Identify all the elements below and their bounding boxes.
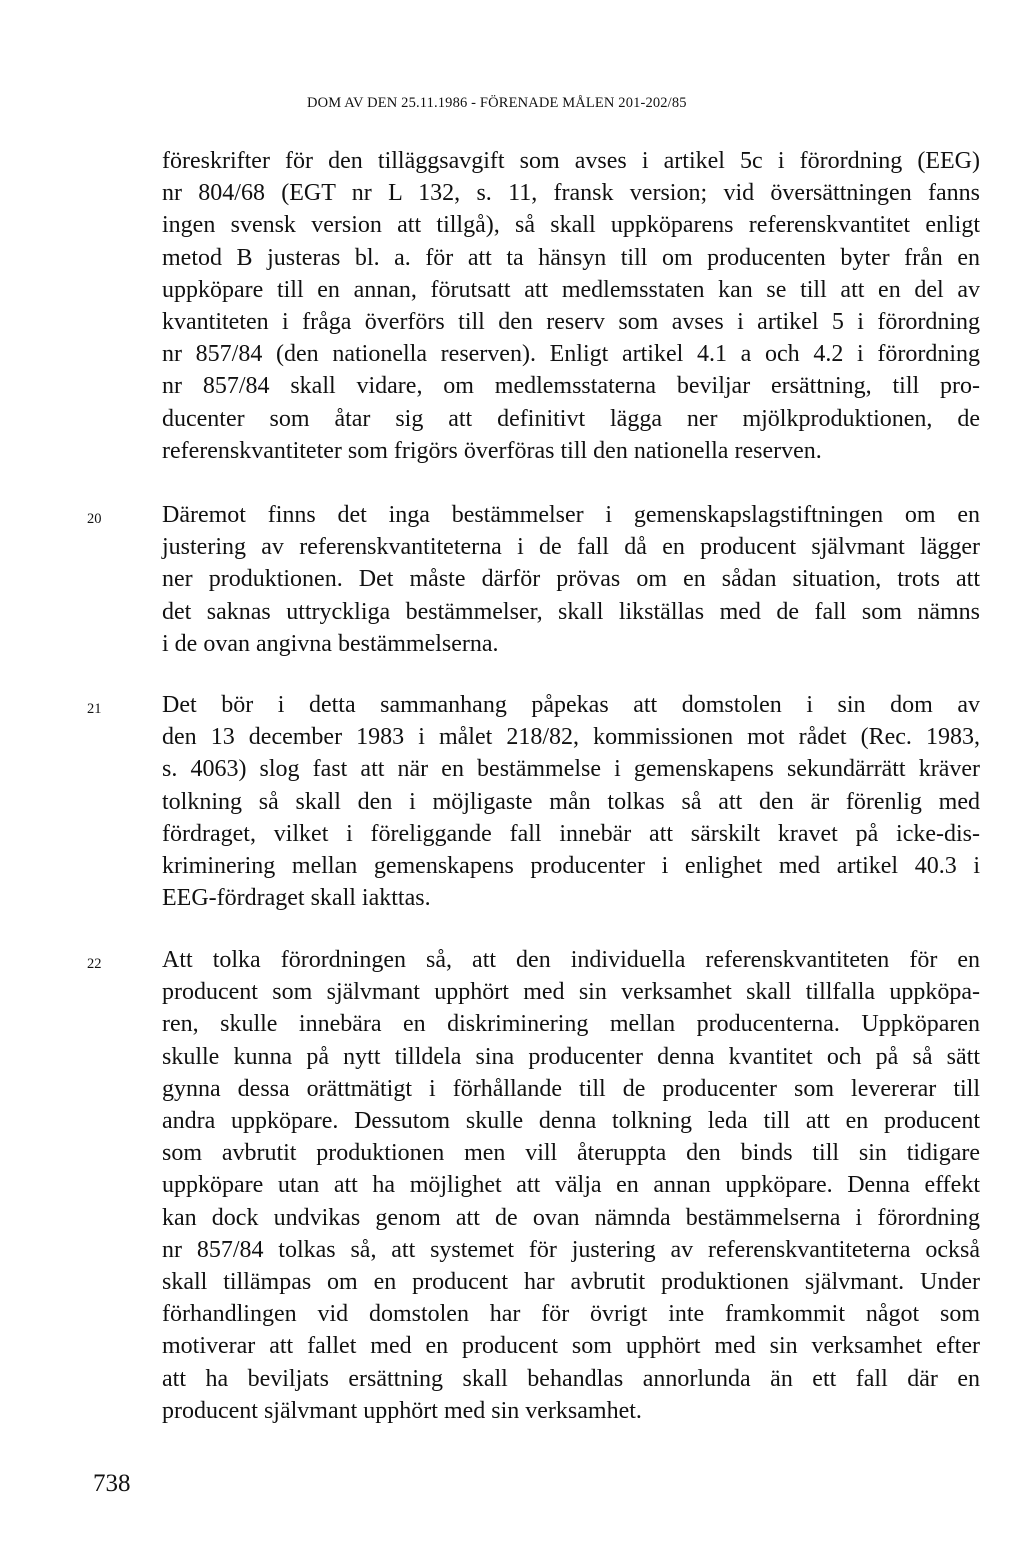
text-line: ner produktionen. Det måste därför prövas om en sådan situation, trots att <box>162 566 980 593</box>
text-line: andra uppköpare. Dessutom skulle denna tolkning leda till att en producent <box>162 1108 980 1135</box>
text-line: referenskvantiteter som frigörs överföras till den nationella reserven. <box>162 437 822 464</box>
text-line: nr 857/84 tolkas så, att systemet för justering av referenskvantiteterna också <box>162 1236 980 1263</box>
text-line: den 13 december 1983 i målet 218/82, kommissionen mot rådet (Rec. 1983, <box>162 724 980 751</box>
text-line: kvantiteten i fråga överförs till den reserv som avses i artikel 5 i förordning <box>162 309 980 336</box>
text-line: ducenter som åtar sig att definitivt lägga ner mjölkproduktionen, de <box>162 405 980 432</box>
text-line: uppköpare utan att ha möjlighet att välja en annan uppköpare. Denna effekt <box>162 1172 980 1199</box>
text-line: EEG-fördraget skall iakttas. <box>162 885 431 912</box>
paragraph-number: 20 <box>87 511 102 527</box>
text-line: justering av referenskvantiteterna i de fall då en producent självmant lägger <box>162 534 980 561</box>
text-line: gynna dessa orättmätigt i förhållande till de producenter som levererar till <box>162 1075 980 1102</box>
text-line: uppköpare till en annan, förutsatt att medlemsstaten kan se till att en del av <box>162 276 980 303</box>
page-number: 738 <box>93 1470 131 1497</box>
text-line: producent som självmant upphört med sin verksamhet skall tillfalla uppköpa- <box>162 979 980 1006</box>
paragraph-21 <box>162 689 980 914</box>
paragraph-20 <box>162 499 980 660</box>
paragraph-number: 21 <box>87 701 102 717</box>
text-line: motiverar att fallet med en producent som upphört med sin verksamhet efter <box>162 1333 980 1360</box>
text-line: producent självmant upphört med sin verksamhet. <box>162 1397 642 1424</box>
text-line: skulle kunna på nytt tilldela sina producenter denna kvantitet och på så sätt <box>162 1043 980 1070</box>
paragraph-22 <box>162 944 980 1427</box>
text-line: förhandlingen vid domstolen har för övrigt inte framkommit något som <box>162 1301 980 1328</box>
text-line: skall tillämpas om en producent har avbrutit produktionen självmant. Under <box>162 1269 980 1296</box>
text-line: nr 857/84 skall vidare, om medlemsstaterna beviljar ersättning, till pro- <box>162 373 980 400</box>
text-line: i de ovan angivna bestämmelserna. <box>162 630 499 657</box>
text-line: ren, skulle innebära en diskriminering mellan producenterna. Uppköparen <box>162 1011 980 1038</box>
running-header: DOM AV DEN 25.11.1986 - FÖRENADE MÅLEN 201-202/85 <box>307 95 687 111</box>
text-line: att ha beviljats ersättning skall behandlas annorlunda än ett fall där en <box>162 1365 980 1392</box>
text-line: det saknas uttryckliga bestämmelser, skall likställas med de fall som nämns <box>162 598 980 625</box>
text-line: metod B justeras bl. a. för att ta hänsyn till om producenten byter från en <box>162 244 980 271</box>
text-line: nr 857/84 (den nationella reserven). Enligt artikel 4.1 a och 4.2 i förordning <box>162 341 980 368</box>
text-line: föreskrifter för den tilläggsavgift som avses i artikel 5c i förordning (EEG) <box>162 148 980 174</box>
paragraph-number: 22 <box>87 956 102 972</box>
text-line: som avbrutit produktionen men vill återuppta den binds till sin tidigare <box>162 1140 980 1167</box>
paragraph-continued <box>162 145 980 467</box>
text-line: nr 804/68 (EGT nr L 132, s. 11, fransk version; vid översättningen fanns <box>162 180 980 207</box>
text-line: kriminering mellan gemenskapens producenter i enlighet med artikel 40.3 i <box>162 853 980 880</box>
text-line: Däremot finns det inga bestämmelser i gemenskapslagstiftningen om en <box>162 502 980 528</box>
text-line: s. 4063) slog fast att när en bestämmelse i gemenskapens sekundärrätt kräver <box>162 756 980 783</box>
text-line: kan dock undvikas genom att de ovan nämnda bestämmelserna i förordning <box>162 1204 980 1231</box>
text-line: fördraget, vilket i föreliggande fall innebär att särskilt kravet på icke-dis- <box>162 820 980 847</box>
text-line: ingen svensk version att tillgå), så skall uppköparens referenskvantitet enligt <box>162 212 980 239</box>
text-line: Det bör i detta sammanhang påpekas att domstolen i sin dom av <box>162 692 980 718</box>
text-line: tolkning så skall den i möjligaste mån tolkas så att den är förenlig med <box>162 788 980 815</box>
text-line: Att tolka förordningen så, att den individuella referenskvantiteten för en <box>162 947 980 973</box>
